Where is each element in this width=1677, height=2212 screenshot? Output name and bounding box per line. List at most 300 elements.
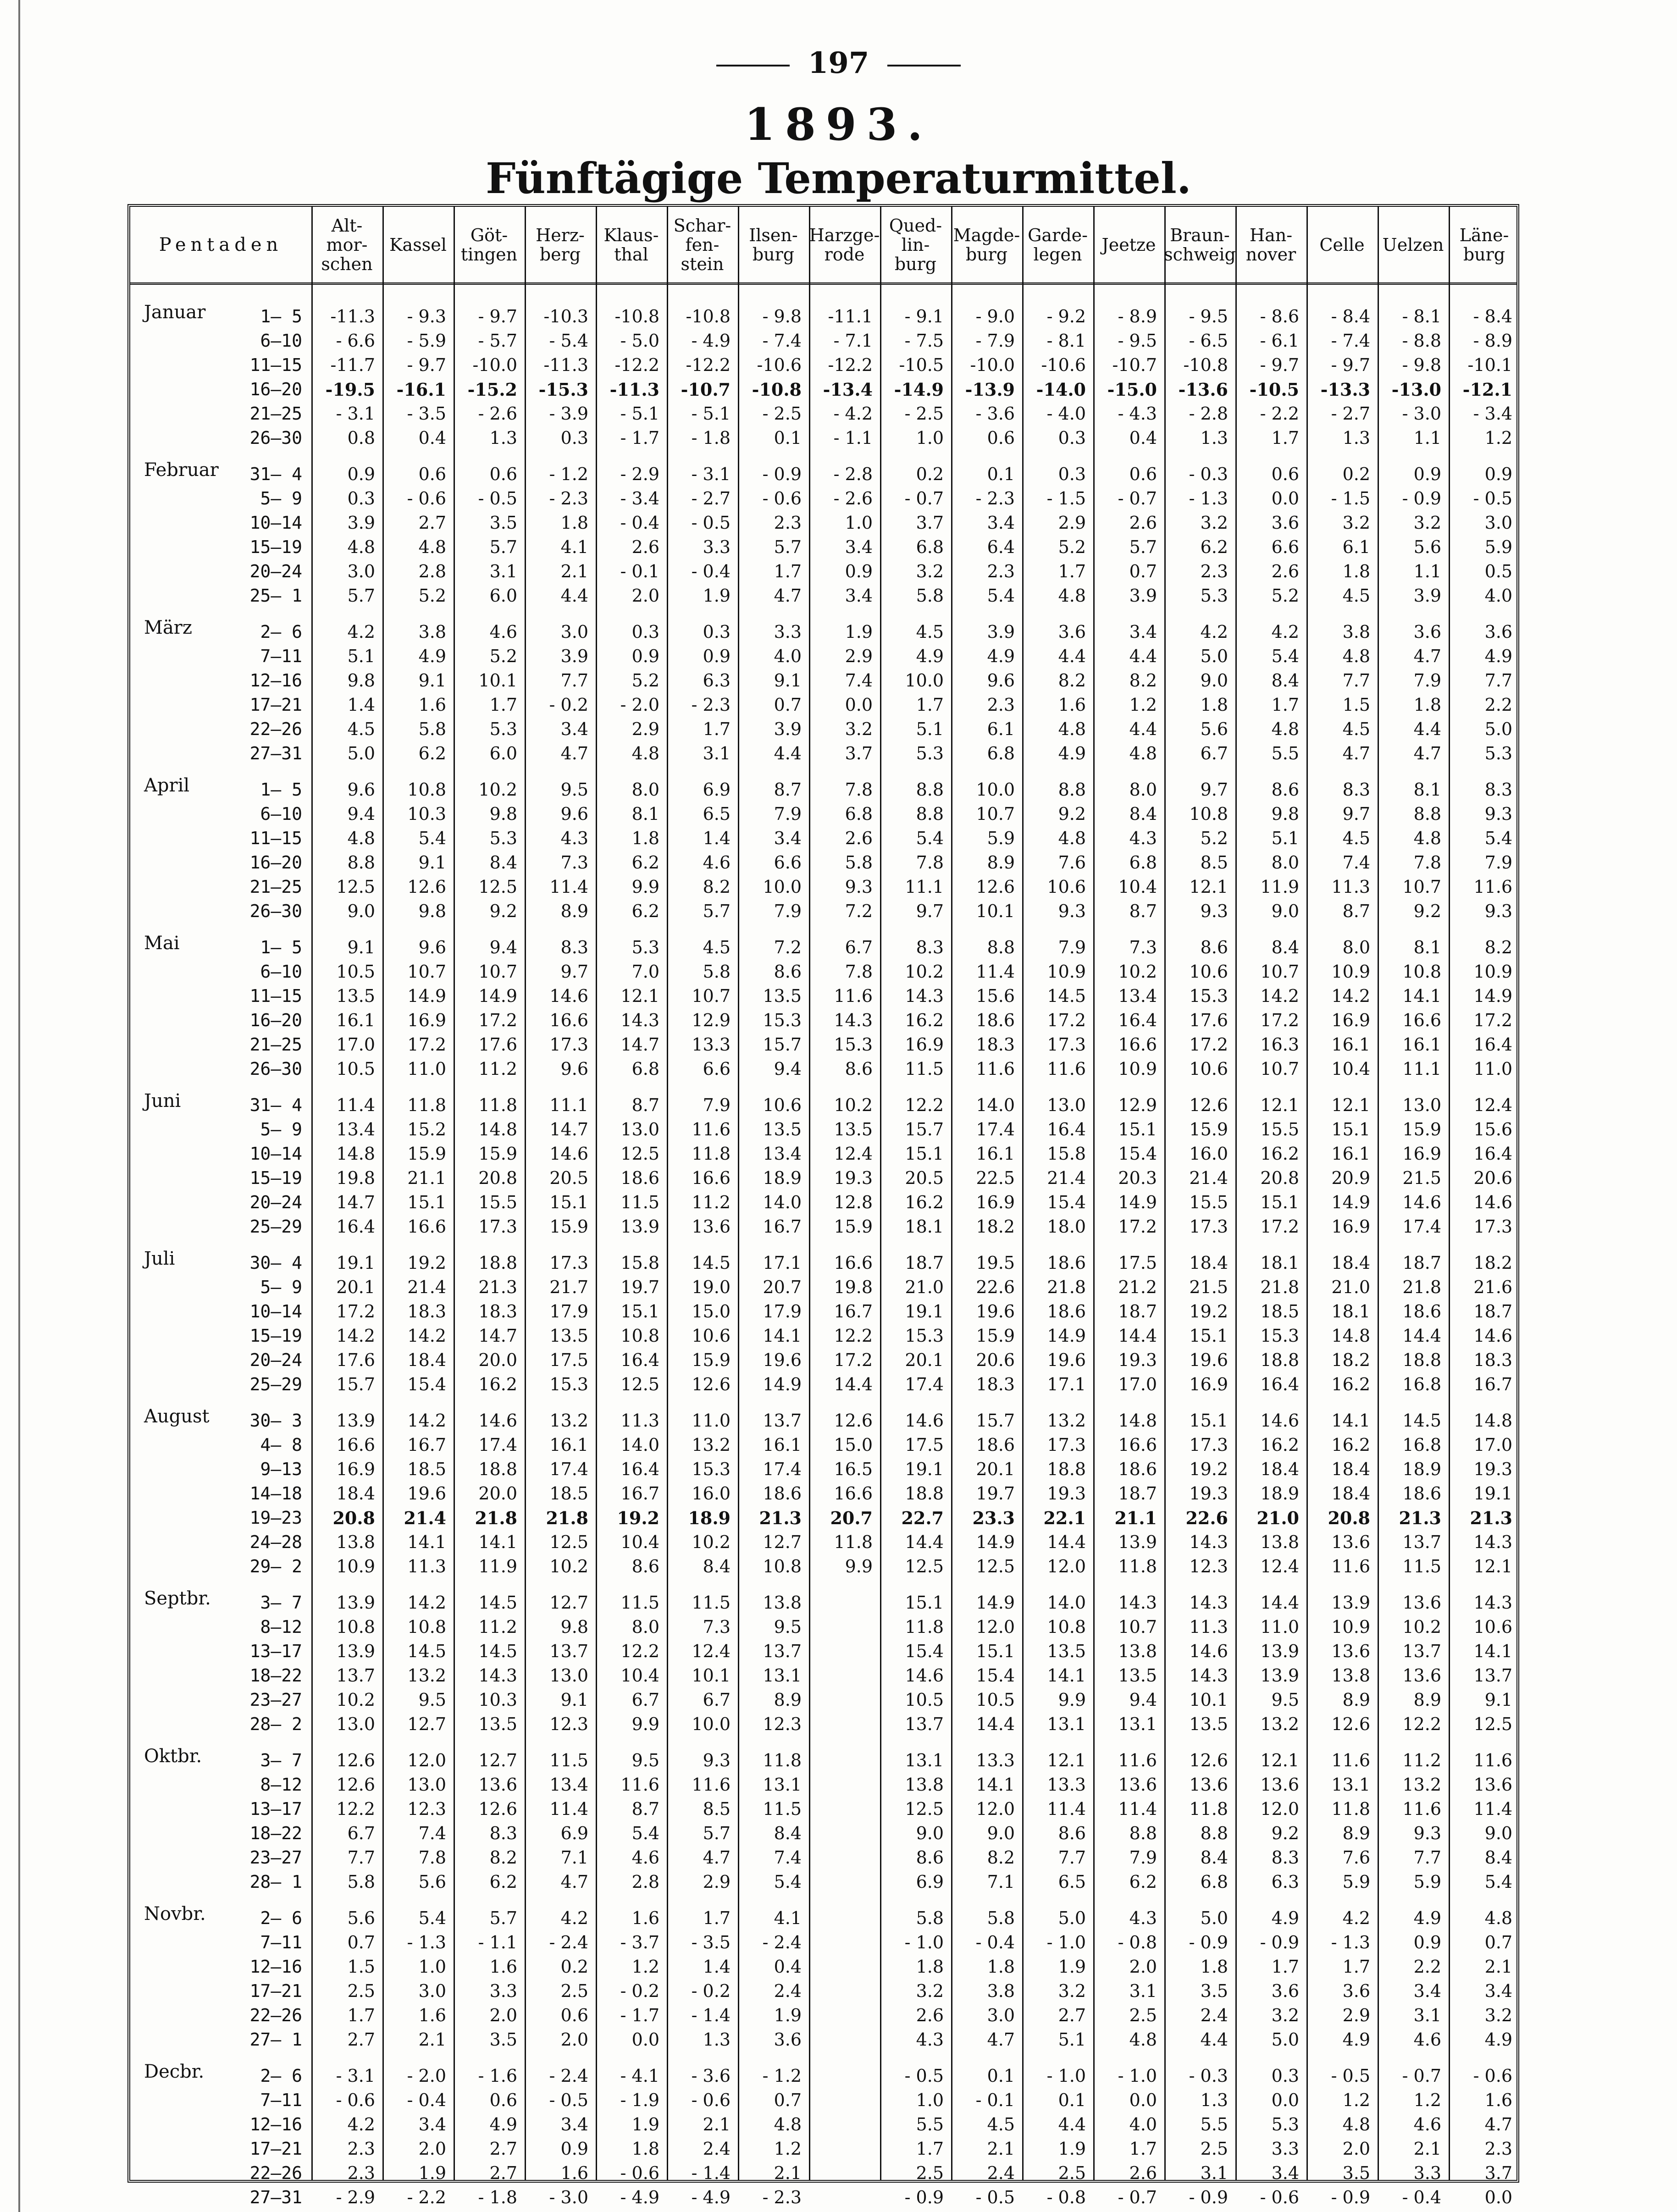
column-divider — [667, 207, 668, 2180]
pentade-range: 12—16 — [249, 1957, 302, 1977]
temperature-value: 13.9 — [336, 1641, 375, 1661]
temperature-value: 4.9 — [1484, 2030, 1512, 2050]
temperature-value: - 7.4 — [762, 331, 802, 351]
temperature-value: 2.5 — [560, 1981, 588, 2001]
temperature-value: - 1.3 — [1331, 1932, 1370, 1952]
temperature-value: - 2.4 — [549, 1932, 588, 1952]
temperature-value: 2.9 — [703, 1872, 731, 1892]
temperature-value: 10.7 — [976, 804, 1015, 824]
temperature-value: 11.5 — [763, 1799, 802, 1819]
temperature-value: - 8.9 — [1473, 331, 1512, 351]
temperature-value: 5.0 — [1200, 1908, 1228, 1928]
column-header-7: Ilsen- burg — [749, 225, 798, 265]
temperature-value: 7.4 — [774, 1847, 802, 1868]
pentade-range: 1— 5 — [260, 780, 302, 800]
temperature-value: 11.4 — [549, 1799, 588, 1819]
temperature-value: 5.7 — [774, 537, 802, 557]
temperature-value: 1.7 — [774, 561, 802, 581]
temperature-value: - 2.3 — [762, 2187, 802, 2207]
temperature-value: 11.8 — [1331, 1799, 1370, 1819]
temperature-value: 10.1 — [478, 670, 517, 691]
column-divider — [596, 207, 597, 2180]
temperature-value: 8.0 — [631, 780, 659, 800]
column-divider — [1306, 207, 1308, 2180]
temperature-value: 4.4 — [1058, 646, 1086, 666]
temperature-value: 9.3 — [1413, 1823, 1441, 1843]
temperature-value: 14.5 — [407, 1641, 446, 1661]
temperature-value: 0.2 — [916, 464, 944, 484]
temperature-value: 7.9 — [1484, 852, 1512, 873]
temperature-value: 3.8 — [1342, 622, 1370, 642]
month-label: Decbr. — [144, 2061, 205, 2082]
temperature-value: 12.1 — [1260, 1095, 1299, 1115]
temperature-value: 4.6 — [489, 622, 517, 642]
column-header-10: Magde- burg — [953, 225, 1020, 265]
temperature-value: 21.5 — [1189, 1277, 1228, 1297]
temperature-value: 13.8 — [1118, 1641, 1157, 1661]
pentade-range: 5— 9 — [260, 488, 302, 509]
temperature-value: - 1.8 — [691, 428, 731, 448]
temperature-value: 7.1 — [987, 1872, 1015, 1892]
pentade-range: 5— 9 — [260, 1277, 302, 1297]
temperature-value: 13.1 — [905, 1750, 944, 1770]
temperature-value: 12.2 — [1402, 1714, 1441, 1734]
temperature-value: 14.1 — [976, 1775, 1015, 1795]
temperature-value: 10.9 — [336, 1556, 375, 1576]
temperature-value: 1.6 — [418, 2005, 446, 2025]
pentade-range: 6—10 — [260, 804, 302, 824]
temperature-value: 2.4 — [1200, 2005, 1228, 2025]
temperature-value: - 0.4 — [407, 2090, 446, 2110]
temperature-value: 8.3 — [1484, 780, 1512, 800]
temperature-value: 14.7 — [620, 1034, 659, 1055]
temperature-value: 11.6 — [1473, 877, 1512, 897]
temperature-value: 2.1 — [703, 2114, 731, 2135]
temperature-value: 5.3 — [631, 937, 659, 957]
temperature-value: 3.9 — [1413, 586, 1441, 606]
temperature-value: 11.5 — [549, 1750, 588, 1770]
temperature-value: 6.2 — [631, 901, 659, 921]
temperature-value: 7.8 — [916, 852, 944, 873]
temperature-value: -15.2 — [467, 379, 517, 400]
temperature-value: 4.8 — [1271, 719, 1299, 739]
temperature-value: 16.8 — [1402, 1374, 1441, 1394]
temperature-value: 2.1 — [1484, 1957, 1512, 1977]
temperature-value: 5.2 — [418, 586, 446, 606]
temperature-value: 17.2 — [1189, 1034, 1228, 1055]
temperature-value: - 3.5 — [407, 404, 446, 424]
temperature-value: 10.2 — [834, 1095, 873, 1115]
temperature-value: 8.1 — [1413, 780, 1441, 800]
temperature-value: 18.1 — [905, 1217, 944, 1237]
temperature-value: 10.9 — [1331, 1617, 1370, 1637]
temperature-value: 2.5 — [347, 1981, 375, 2001]
temperature-value: 15.4 — [407, 1374, 446, 1394]
temperature-value: 4.7 — [703, 1847, 731, 1868]
temperature-value: 8.2 — [703, 877, 731, 897]
temperature-value: 11.2 — [692, 1192, 731, 1212]
temperature-value: 5.8 — [987, 1908, 1015, 1928]
temperature-value: 14.9 — [1331, 1192, 1370, 1212]
temperature-value: 8.6 — [1200, 937, 1228, 957]
temperature-value: 17.4 — [763, 1459, 802, 1479]
temperature-value: - 2.3 — [549, 488, 588, 509]
temperature-value: 18.9 — [1260, 1483, 1299, 1504]
temperature-value: 15.3 — [834, 1034, 873, 1055]
temperature-value: -11.1 — [828, 306, 873, 326]
temperature-value: - 1.0 — [1118, 2066, 1157, 2086]
column-header-8: Harzge- rode — [809, 225, 880, 265]
temperature-value: 10.1 — [1189, 1690, 1228, 1710]
temperature-value: 6.1 — [1342, 537, 1370, 557]
temperature-value: -10.5 — [1249, 379, 1299, 400]
pentade-range: 29— 2 — [249, 1556, 302, 1576]
temperature-value: 1.2 — [774, 2139, 802, 2159]
temperature-value: 16.7 — [834, 1301, 873, 1322]
temperature-value: - 8.1 — [1046, 331, 1086, 351]
temperature-value: 16.2 — [905, 1010, 944, 1030]
temperature-value: 17.4 — [1402, 1217, 1441, 1237]
temperature-value: 14.6 — [1260, 1410, 1299, 1431]
temperature-value: 10.1 — [692, 1665, 731, 1686]
temperature-value: 14.0 — [976, 1095, 1015, 1115]
temperature-value: 8.4 — [703, 1556, 731, 1576]
temperature-value: 16.1 — [976, 1144, 1015, 1164]
temperature-value: 8.3 — [1342, 780, 1370, 800]
temperature-value: 3.3 — [489, 1981, 517, 2001]
temperature-value: 17.4 — [478, 1435, 517, 1455]
temperature-value: 3.6 — [1058, 622, 1086, 642]
temperature-value: 8.1 — [1413, 937, 1441, 957]
column-header-15: Celle — [1319, 234, 1365, 255]
temperature-value: - 8.8 — [1402, 331, 1441, 351]
temperature-value: 10.0 — [763, 877, 802, 897]
temperature-value: 3.3 — [1271, 2139, 1299, 2159]
temperature-value: 20.7 — [763, 1277, 802, 1297]
temperature-value: 6.2 — [489, 1872, 517, 1892]
temperature-value: -12.2 — [828, 355, 873, 375]
temperature-value: -10.8 — [752, 379, 802, 400]
pentade-range: 17—21 — [249, 1981, 302, 2001]
temperature-value: 14.8 — [478, 1119, 517, 1139]
temperature-value: 0.3 — [631, 622, 659, 642]
temperature-value: 17.2 — [336, 1301, 375, 1322]
temperature-value: 21.7 — [549, 1277, 588, 1297]
temperature-value: - 0.7 — [904, 488, 944, 509]
temperature-value: 19.3 — [1473, 1459, 1512, 1479]
temperature-value: 11.6 — [692, 1119, 731, 1139]
temperature-value: 3.7 — [845, 743, 873, 763]
temperature-value: 14.8 — [1331, 1326, 1370, 1346]
temperature-value: 8.4 — [489, 852, 517, 873]
temperature-value: 17.2 — [1260, 1010, 1299, 1030]
month-label: März — [144, 617, 192, 638]
temperature-value: -11.7 — [330, 355, 375, 375]
temperature-value: 12.0 — [1047, 1556, 1086, 1576]
temperature-value: 5.0 — [1200, 646, 1228, 666]
temperature-value: 3.4 — [560, 2114, 588, 2135]
temperature-value: 3.1 — [1413, 2005, 1441, 2025]
temperature-value: 3.4 — [1129, 622, 1157, 642]
temperature-value: 4.3 — [1129, 828, 1157, 848]
temperature-value: - 3.5 — [691, 1932, 731, 1952]
temperature-value: 18.3 — [1473, 1350, 1512, 1370]
temperature-value: 7.7 — [1484, 670, 1512, 691]
temperature-value: 9.2 — [1413, 901, 1441, 921]
temperature-value: 1.3 — [1342, 428, 1370, 448]
temperature-value: 8.3 — [916, 937, 944, 957]
pentade-range: 21—25 — [249, 877, 302, 897]
temperature-value: 8.9 — [774, 1690, 802, 1710]
temperature-value: 12.6 — [1331, 1714, 1370, 1734]
temperature-value: 1.5 — [347, 1957, 375, 1977]
column-header-13: Braun- schweig — [1164, 225, 1236, 265]
temperature-value: 3.8 — [418, 622, 446, 642]
temperature-value: - 5.1 — [620, 404, 659, 424]
temperature-value: 10.5 — [336, 1059, 375, 1079]
temperature-value: 12.4 — [1260, 1556, 1299, 1576]
temperature-value: 2.4 — [987, 2163, 1015, 2183]
temperature-value: 6.2 — [631, 852, 659, 873]
temperature-value: 1.3 — [1200, 428, 1228, 448]
temperature-value: 8.7 — [631, 1095, 659, 1115]
temperature-value: 21.6 — [1473, 1277, 1512, 1297]
temperature-value: 2.3 — [987, 561, 1015, 581]
temperature-value: - 0.4 — [1402, 2187, 1441, 2207]
temperature-value: 2.9 — [1342, 2005, 1370, 2025]
temperature-value: 10.1 — [976, 901, 1015, 921]
temperature-value: 19.2 — [1189, 1301, 1228, 1322]
temperature-value: - 0.6 — [762, 488, 802, 509]
temperature-value: - 2.8 — [1189, 404, 1228, 424]
temperature-value: 9.3 — [703, 1750, 731, 1770]
temperature-value: 10.7 — [478, 962, 517, 982]
temperature-value: 3.3 — [774, 622, 802, 642]
temperature-value: 18.1 — [1260, 1253, 1299, 1273]
temperature-value: 15.1 — [620, 1301, 659, 1322]
temperature-value: 2.8 — [631, 1872, 659, 1892]
temperature-value: 19.2 — [617, 1508, 659, 1528]
temperature-value: 12.2 — [336, 1799, 375, 1819]
temperature-value: 16.9 — [1402, 1144, 1441, 1164]
temperature-value: - 0.5 — [975, 2187, 1015, 2207]
pentade-range: 1— 5 — [260, 937, 302, 957]
temperature-value: 13.1 — [1047, 1714, 1086, 1734]
temperature-value: 12.6 — [336, 1775, 375, 1795]
temperature-value: - 7.1 — [833, 331, 873, 351]
temperature-value: 14.5 — [1047, 986, 1086, 1006]
temperature-value: 1.0 — [418, 1957, 446, 1977]
temperature-value: 11.4 — [549, 877, 588, 897]
temperature-value: 11.5 — [620, 1192, 659, 1212]
temperature-value: 14.2 — [407, 1410, 446, 1431]
temperature-value: - 2.3 — [691, 695, 731, 715]
temperature-value: 4.2 — [1200, 622, 1228, 642]
temperature-value: 8.8 — [916, 804, 944, 824]
temperature-value: 1.7 — [347, 2005, 375, 2025]
temperature-value: - 0.5 — [1331, 2066, 1370, 2086]
temperature-value: 19.6 — [1047, 1350, 1086, 1370]
temperature-value: 12.9 — [692, 1010, 731, 1030]
temperature-value: 6.0 — [489, 586, 517, 606]
pentade-range: 1— 5 — [260, 306, 302, 326]
temperature-value: 11.4 — [1118, 1799, 1157, 1819]
temperature-value: -11.3 — [543, 355, 588, 375]
temperature-value: - 0.5 — [549, 2090, 588, 2110]
temperature-value: 3.1 — [489, 561, 517, 581]
temperature-value: 17.3 — [1189, 1435, 1228, 1455]
temperature-value: 12.1 — [1189, 877, 1228, 897]
temperature-value: 11.8 — [478, 1095, 517, 1115]
temperature-value: 14.1 — [763, 1326, 802, 1346]
temperature-value: 18.6 — [1118, 1459, 1157, 1479]
temperature-value: 10.6 — [1047, 877, 1086, 897]
temperature-value: 13.5 — [1047, 1641, 1086, 1661]
temperature-value: - 0.7 — [1118, 2187, 1157, 2207]
temperature-value: - 2.3 — [975, 488, 1015, 509]
temperature-value: 17.1 — [1047, 1374, 1086, 1394]
temperature-value: 15.9 — [407, 1144, 446, 1164]
temperature-value: 13.3 — [1047, 1775, 1086, 1795]
temperature-value: 3.9 — [347, 513, 375, 533]
temperature-value: 10.6 — [1473, 1617, 1512, 1637]
temperature-value: - 1.3 — [1189, 488, 1228, 509]
pentade-range: 2— 6 — [260, 622, 302, 642]
temperature-value: 19.7 — [976, 1483, 1015, 1504]
temperature-value: 20.3 — [1118, 1168, 1157, 1188]
month-label: Septbr. — [144, 1588, 211, 1609]
temperature-value: 4.9 — [1342, 2030, 1370, 2050]
temperature-value: 18.6 — [763, 1483, 802, 1504]
temperature-value: 4.4 — [560, 586, 588, 606]
temperature-value: 18.8 — [1260, 1350, 1299, 1370]
temperature-value: 15.0 — [834, 1435, 873, 1455]
temperature-value: 5.3 — [1271, 2114, 1299, 2135]
header-divider — [130, 282, 1516, 285]
temperature-value: 14.1 — [1331, 1410, 1370, 1431]
temperature-value: - 3.4 — [620, 488, 659, 509]
table-title: Fünftägige Temperaturmittel. — [486, 154, 1191, 203]
temperature-value: -15.0 — [1107, 379, 1157, 400]
temperature-value: 20.1 — [976, 1459, 1015, 1479]
temperature-value: 8.9 — [1342, 1823, 1370, 1843]
temperature-value: 2.2 — [1484, 695, 1512, 715]
temperature-value: 13.4 — [1118, 986, 1157, 1006]
temperature-value: 18.5 — [1260, 1301, 1299, 1322]
temperature-value: 1.7 — [1129, 2139, 1157, 2159]
temperature-value: 1.2 — [1413, 2090, 1441, 2110]
temperature-value: -14.9 — [894, 379, 944, 400]
temperature-value: 1.7 — [1271, 428, 1299, 448]
temperature-value: 13.7 — [1473, 1665, 1512, 1686]
temperature-value: 2.6 — [1129, 513, 1157, 533]
pentade-range: 7—11 — [260, 2090, 302, 2110]
temperature-value: 14.3 — [620, 1010, 659, 1030]
temperature-value: 8.8 — [1058, 780, 1086, 800]
temperature-value: 0.9 — [703, 646, 731, 666]
temperature-value: 15.3 — [905, 1326, 944, 1346]
temperature-value: 2.6 — [1129, 2163, 1157, 2183]
temperature-value: - 0.6 — [620, 2163, 659, 2183]
temperature-value: 15.1 — [905, 1593, 944, 1613]
temperature-value: 5.8 — [916, 1908, 944, 1928]
temperature-value: 9.9 — [845, 1556, 873, 1576]
temperature-value: 17.5 — [549, 1350, 588, 1370]
column-divider — [454, 207, 455, 2180]
temperature-value: 12.5 — [620, 1144, 659, 1164]
temperature-value: 11.4 — [1047, 1799, 1086, 1819]
temperature-value: 13.2 — [1047, 1410, 1086, 1431]
temperature-value: 14.3 — [1118, 1593, 1157, 1613]
temperature-value: 2.7 — [418, 513, 446, 533]
temperature-value: 5.4 — [1484, 1872, 1512, 1892]
temperature-value: 14.3 — [1189, 1532, 1228, 1552]
temperature-value: 10.2 — [1118, 962, 1157, 982]
temperature-value: 3.2 — [1484, 2005, 1512, 2025]
temperature-value: 2.6 — [916, 2005, 944, 2025]
temperature-value: 4.9 — [418, 646, 446, 666]
temperature-value: 1.1 — [1413, 561, 1441, 581]
temperature-value: 3.4 — [845, 537, 873, 557]
temperature-value: - 6.6 — [336, 331, 375, 351]
temperature-value: 4.0 — [774, 646, 802, 666]
column-divider — [809, 207, 810, 2180]
temperature-value: 8.2 — [987, 1847, 1015, 1868]
temperature-value: 11.0 — [1260, 1617, 1299, 1637]
temperature-value: 15.5 — [1189, 1192, 1228, 1212]
temperature-value: 3.3 — [703, 537, 731, 557]
temperature-value: 12.6 — [336, 1750, 375, 1770]
temperature-value: 11.3 — [407, 1556, 446, 1576]
temperature-value: 12.0 — [976, 1617, 1015, 1637]
temperature-value: - 1.3 — [407, 1932, 446, 1952]
temperature-value: 19.6 — [976, 1301, 1015, 1322]
temperature-value: 10.6 — [1189, 962, 1228, 982]
temperature-value: 4.8 — [1058, 828, 1086, 848]
temperature-value: 15.9 — [549, 1217, 588, 1237]
temperature-value: 18.4 — [407, 1350, 446, 1370]
temperature-value: 1.9 — [1058, 1957, 1086, 1977]
temperature-value: - 0.6 — [407, 488, 446, 509]
temperature-value: 13.1 — [1331, 1775, 1370, 1795]
temperature-value: 16.2 — [1331, 1435, 1370, 1455]
temperature-value: 21.0 — [905, 1277, 944, 1297]
temperature-value: 14.9 — [1047, 1326, 1086, 1346]
pentade-range: 18—22 — [249, 1823, 302, 1843]
temperature-value: - 0.1 — [975, 2090, 1015, 2110]
temperature-value: 16.6 — [834, 1483, 873, 1504]
temperature-value: 1.7 — [703, 719, 731, 739]
temperature-value: 21.4 — [1047, 1168, 1086, 1188]
temperature-value: 3.4 — [987, 513, 1015, 533]
temperature-value: 6.7 — [631, 1690, 659, 1710]
temperature-value: 16.1 — [763, 1435, 802, 1455]
temperature-value: 4.7 — [560, 743, 588, 763]
temperature-value: 3.2 — [916, 1981, 944, 2001]
temperature-value: 3.4 — [418, 2114, 446, 2135]
temperature-value: 8.4 — [1271, 670, 1299, 691]
temperature-value: 9.5 — [631, 1750, 659, 1770]
temperature-value: 15.3 — [763, 1010, 802, 1030]
temperature-value: 16.4 — [1260, 1374, 1299, 1394]
temperature-value: 0.1 — [987, 2066, 1015, 2086]
temperature-value: 18.9 — [1402, 1459, 1441, 1479]
temperature-value: 18.8 — [905, 1483, 944, 1504]
temperature-value: -12.1 — [1462, 379, 1512, 400]
temperature-value: 0.2 — [560, 1957, 588, 1977]
temperature-value: 13.7 — [763, 1641, 802, 1661]
temperature-value: 0.5 — [1484, 561, 1512, 581]
